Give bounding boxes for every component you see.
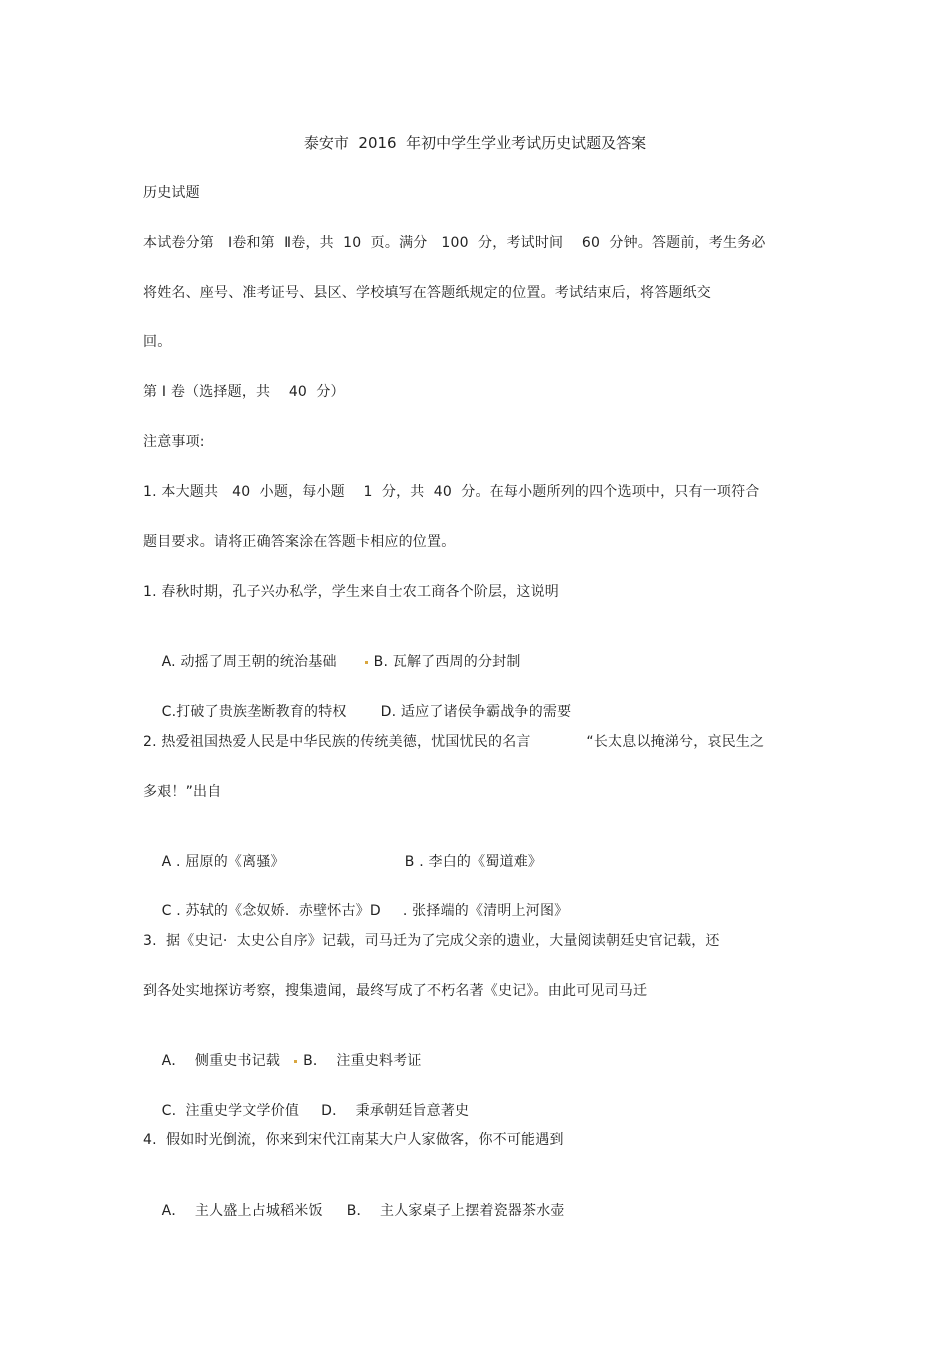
question-stem: 3. 据《史记· 太史公自序》记载，司马迁为了完成父亲的遗业，大量阅读朝廷史官记载，还	[143, 933, 720, 949]
option-d: D． 秉承朝廷旨意著史	[321, 1103, 470, 1119]
question-stem: 4. 假如时光倒流，你来到宋代江南某大户人家做客，你不可能遇到	[143, 1132, 564, 1148]
option-c: C . 苏轼的《念奴娇. 赤壁怀古》D	[161, 903, 381, 919]
intro-line: 本试卷分第 Ⅰ卷和第 Ⅱ卷，共 10 页。满分 100 分，考试时间 60 分钟。答题前，考生务必	[143, 235, 766, 251]
question-stem: 2. 热爱祖国热爱人民是中华民族的传统美德，忧国忧民的名言 “长太息以掩涕兮，哀民生之	[143, 734, 765, 750]
dot-mark	[294, 1060, 297, 1063]
question-stem: 1. 春秋时期，孔子兴办私学，学生来自士农工商各个阶层，这说明	[143, 584, 560, 600]
option-d: D. 适应了诸侯争霸战争的需要	[380, 704, 572, 720]
document-subtitle: 历史试题	[143, 185, 200, 201]
option-c: C.打破了贵族垄断教育的特权	[161, 704, 347, 720]
option-b: B． 注重史料考证	[303, 1053, 422, 1069]
option-b: B． 主人家桌子上摆着瓷器茶水壶	[346, 1203, 565, 1219]
section-header: 第 Ⅰ 卷（选择题，共 40 分）	[143, 384, 345, 400]
option-a: A． 主人盛上占城稻米饭	[161, 1203, 323, 1219]
question-stem: 多艰！”出自	[143, 784, 222, 800]
option-a: A． 侧重史书记载	[161, 1053, 281, 1069]
intro-line: 回。	[143, 334, 172, 350]
dot-mark	[365, 661, 368, 664]
notice-header: 注意事项:	[143, 434, 205, 450]
option-d: . 张择端的《清明上河图》	[402, 903, 569, 919]
option-b: B. 瓦解了西周的分封制	[373, 654, 521, 670]
option-a: A. 动摇了周王朝的统治基础	[161, 654, 337, 670]
question-options-row	[143, 1181, 565, 1241]
document-title: 泰安市 2016 年初中学生学业考试历史试题及答案	[303, 134, 647, 152]
question-stem: 到各处实地探访考察，搜集遗闻，最终写成了不朽名著《史记》。由此可见司马迁	[143, 983, 648, 999]
option-b: B . 李白的《蜀道难》	[404, 854, 543, 870]
option-a: A . 屈原的《离骚》	[161, 854, 285, 870]
intro-line: 将姓名、座号、准考证号、县区、学校填写在答题纸规定的位置。考试结束后，将答题纸交	[143, 285, 711, 301]
option-c: C. 注重史学文学价值	[161, 1103, 300, 1119]
notice-line: 1. 本大题共 40 小题，每小题 1 分，共 40 分。在每小题所列的四个选项中，只有一项符合	[143, 484, 760, 500]
notice-line: 题目要求。请将正确答案涂在答题卡相应的位置。	[143, 534, 456, 550]
